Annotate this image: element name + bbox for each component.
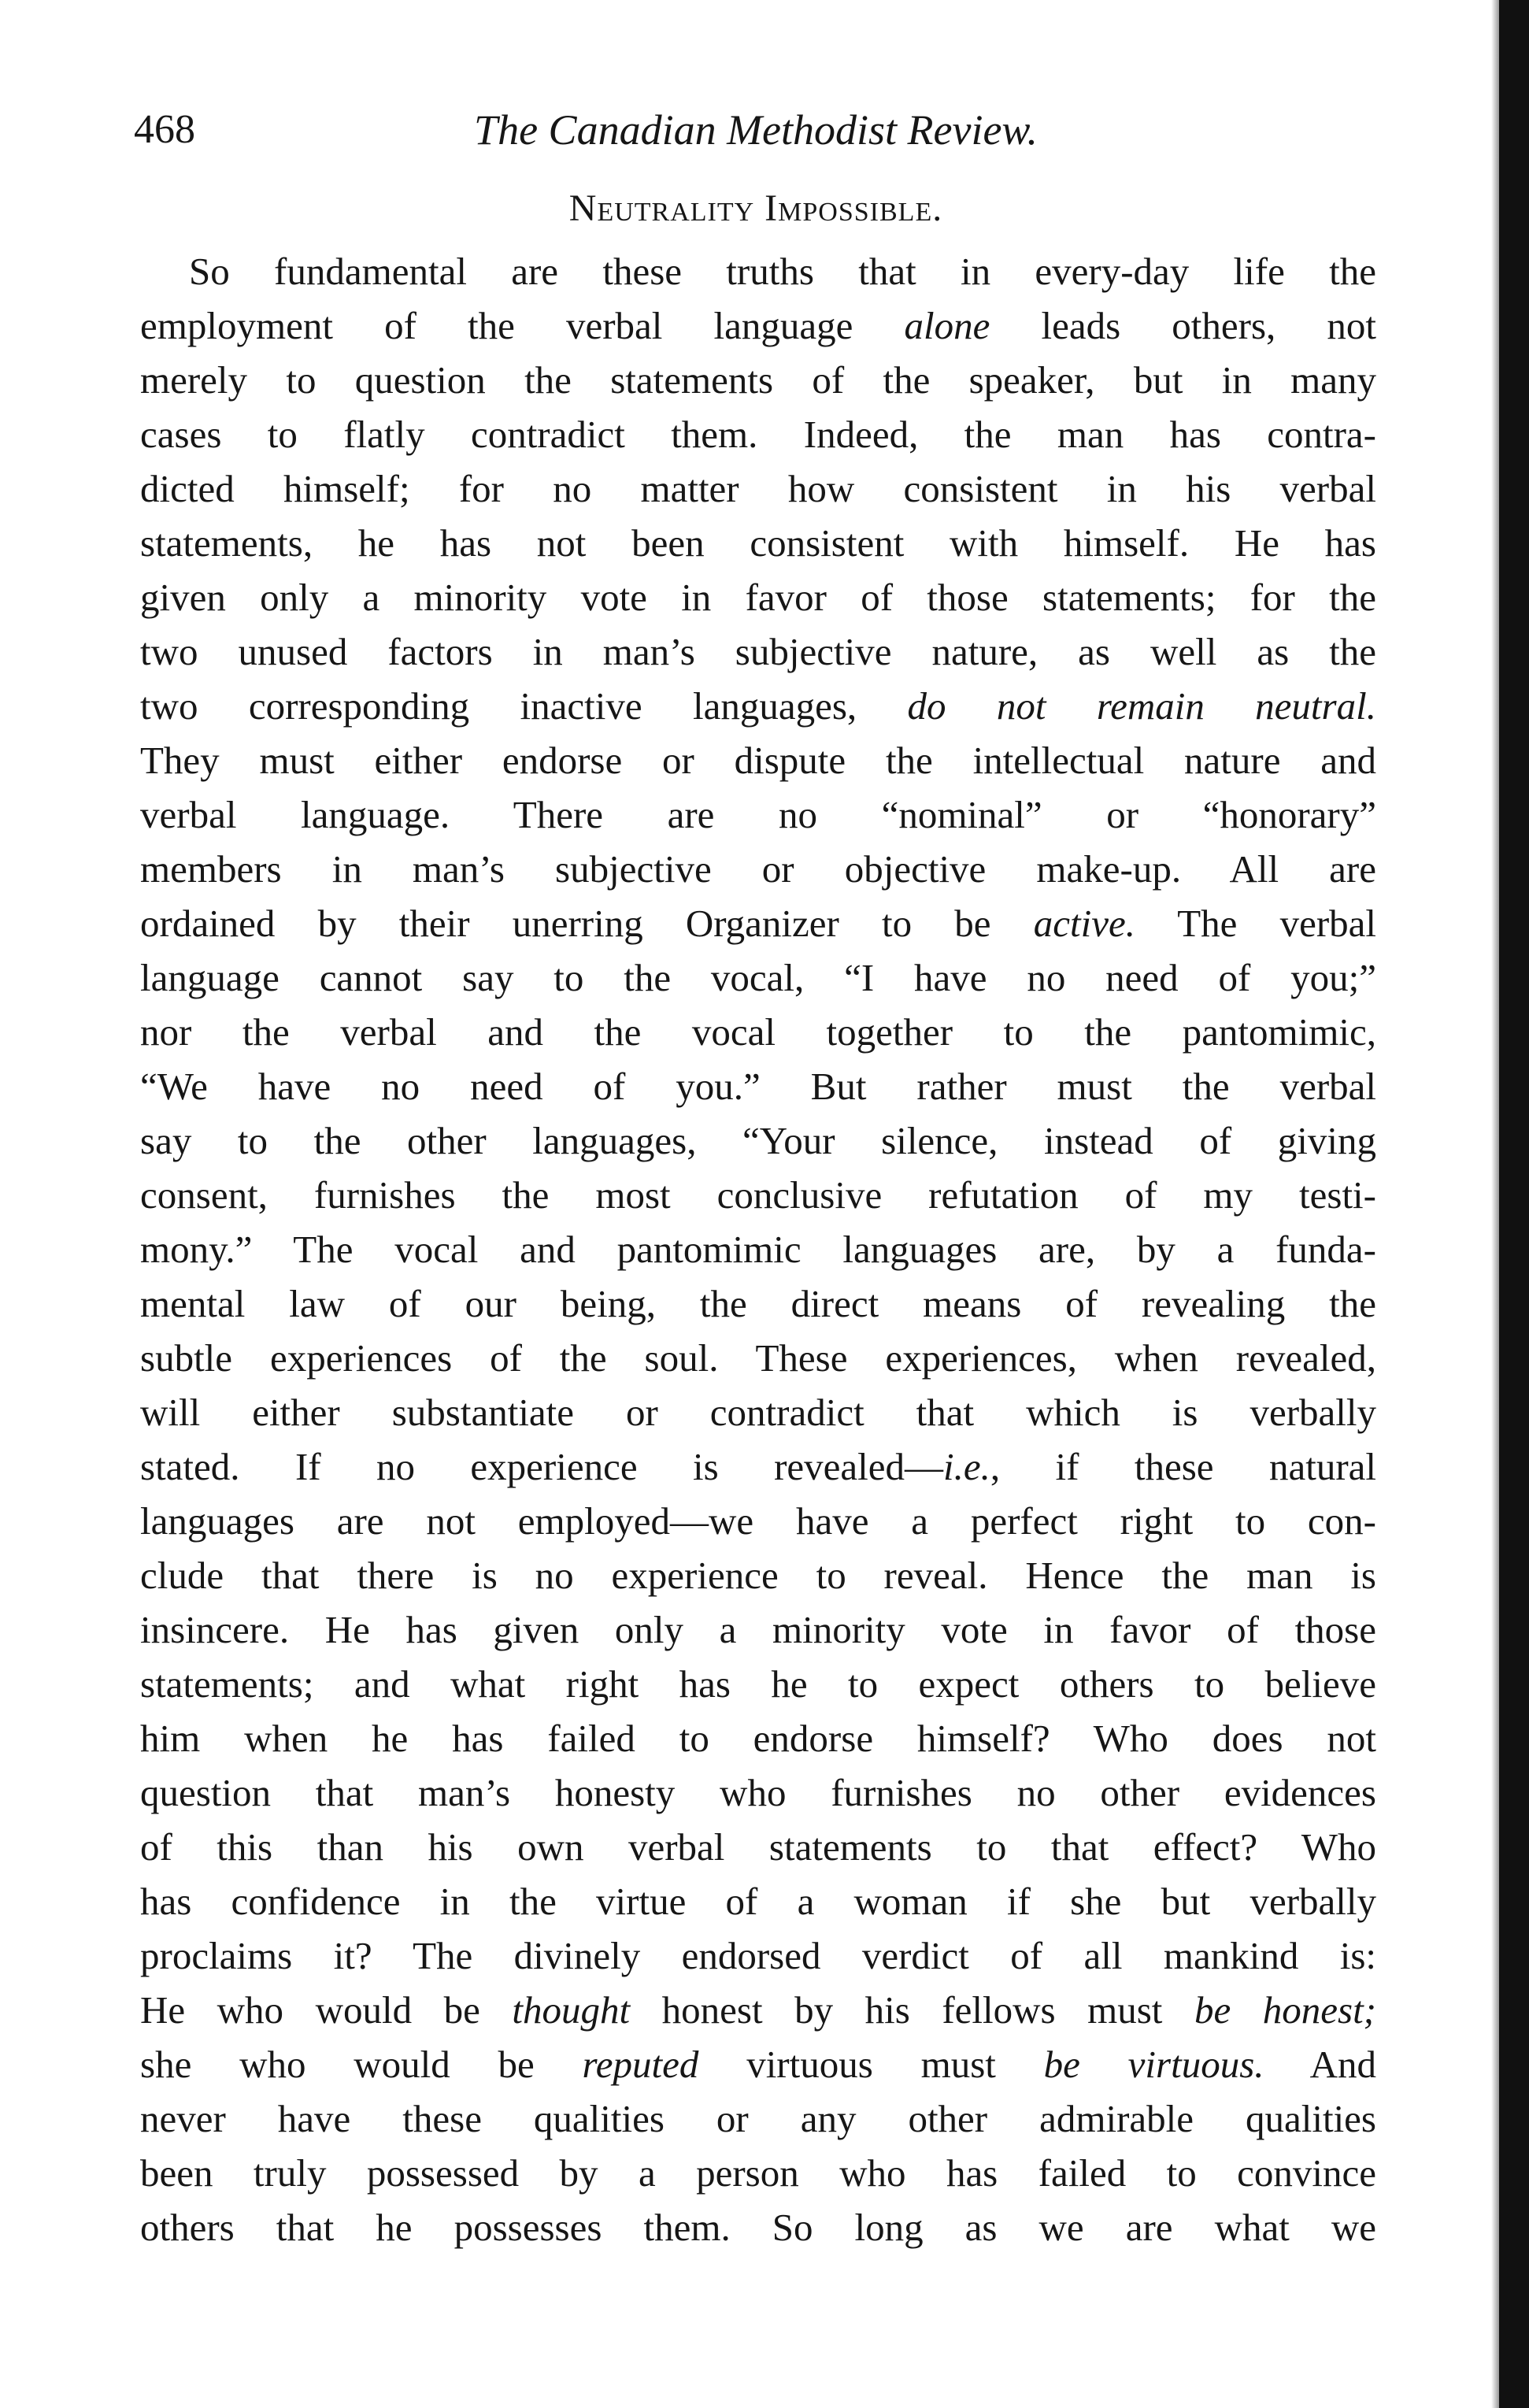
text-line (140, 461, 1376, 516)
page-edge-shadow (1491, 0, 1499, 2408)
text-segment: “We have no need of you.” But rather must the verbal (140, 1065, 1376, 1108)
text-segment: employment of the verbal language (140, 304, 905, 347)
text-line (140, 298, 1376, 353)
text-segment: statements; and what right has he to expect others to believe (140, 1662, 1376, 1706)
text-segment: cases to flatly contradict them. Indeed, the man has contra- (140, 413, 1376, 456)
text-segment: clude that there is no experience to reveal. Hence the man is (140, 1554, 1376, 1597)
italic-segment: be virtuous. (1043, 2043, 1264, 2086)
text-line (140, 1439, 1376, 1494)
text-line (140, 1820, 1376, 1874)
text-segment: honest by his fellows must (630, 1988, 1194, 2032)
italic-segment: i.e. (943, 1445, 990, 1488)
text-segment: question that man’s honesty who furnishes no other evidences (140, 1771, 1376, 1814)
text-line (140, 2091, 1376, 2146)
italic-segment: thought (512, 1988, 631, 2032)
text-line (140, 787, 1376, 842)
text-segment: been truly possessed by a person who has failed to convince (140, 2151, 1376, 2195)
text-line (140, 1874, 1376, 1928)
text-line (140, 2037, 1376, 2091)
text-segment: will either substantiate or contradict that which is verbally (140, 1391, 1376, 1434)
text-line (140, 1331, 1376, 1385)
italic-segment: active. (1033, 902, 1135, 945)
italic-segment: alone (904, 304, 990, 347)
text-segment: He who would be (140, 1988, 513, 2032)
text-line (140, 842, 1376, 896)
page-header (134, 94, 1378, 165)
text-line (140, 2146, 1376, 2200)
text-line (140, 244, 1376, 298)
text-line (140, 679, 1376, 733)
text-segment: language cannot say to the vocal, “I have no need of you;” (140, 956, 1376, 999)
text-segment: languages are not employed—we have a perfect right to con- (140, 1499, 1376, 1543)
text-segment: given only a minority vote in favor of those statements; for the (140, 576, 1376, 619)
text-segment: say to the other languages, “Your silence, instead of giving (140, 1119, 1376, 1162)
text-segment: consent, furnishes the most conclusive refutation of my testi- (140, 1173, 1376, 1217)
text-line (140, 1548, 1376, 1602)
text-segment: merely to question the statements of the speaker, but in many (140, 358, 1376, 402)
text-line (140, 624, 1376, 679)
text-segment: nor the verbal and the vocal together to the pantomimic, (140, 1010, 1376, 1054)
text-segment: And (1264, 2043, 1377, 2086)
text-line (140, 1276, 1376, 1331)
text-segment: has confidence in the virtue of a woman if she but verbally (140, 1880, 1376, 1923)
text-segment: So fundamental are these truths that in every-day life the (189, 250, 1376, 293)
text-segment: never have these qualities or any other admirable qualities (140, 2097, 1376, 2140)
text-line (140, 1113, 1376, 1168)
text-segment: dicted himself; for no matter how consistent in his verbal (140, 467, 1376, 510)
text-segment: verbal language. There are no “nominal” or “honorary” (140, 793, 1376, 836)
section-heading: Neutrality Impossible. (568, 187, 943, 229)
text-line (140, 2200, 1376, 2254)
italic-segment: reputed (582, 2043, 699, 2086)
text-segment: The verbal (1135, 902, 1376, 945)
text-segment: , if these natural (990, 1445, 1376, 1488)
text-segment: subtle experiences of the soul. These experiences, when revealed, (140, 1336, 1376, 1380)
text-line (140, 1059, 1376, 1113)
body-text (140, 244, 1376, 2254)
text-segment: proclaims it? The divinely endorsed verdict of all mankind is: (140, 1934, 1376, 1977)
text-segment: of this than his own verbal statements to that effect? Who (140, 1825, 1376, 1869)
text-line (140, 570, 1376, 624)
running-title: The Canadian Methodist Review. (474, 106, 1038, 154)
text-segment: mony.” The vocal and pantomimic languages are, by a funda- (140, 1228, 1376, 1271)
text-segment: They must either endorse or dispute the intellectual nature and (140, 739, 1376, 782)
text-segment: mental law of our being, the direct means of revealing the (140, 1282, 1376, 1325)
text-line (140, 1657, 1376, 1711)
text-segment: ordained by their unerring Organizer to be (140, 902, 1034, 945)
text-line (140, 733, 1376, 787)
text-segment: statements, he has not been consistent with himself. He has (140, 521, 1376, 565)
text-line (140, 896, 1376, 950)
text-segment: two unused factors in man’s subjective nature, as well as the (140, 630, 1376, 673)
text-line (140, 1765, 1376, 1820)
italic-segment: be honest; (1194, 1988, 1376, 2032)
text-line (140, 516, 1376, 570)
italic-segment: do not remain neutral. (907, 684, 1376, 728)
text-segment: others that he possesses them. So long as we are what we (140, 2206, 1376, 2249)
text-segment: virtuous must (698, 2043, 1044, 2086)
page-edge (1499, 0, 1529, 2408)
text-segment: two corresponding inactive languages, (140, 684, 908, 728)
text-segment: members in man’s subjective or objective make-up. All are (140, 847, 1376, 891)
text-line (140, 1602, 1376, 1657)
text-segment: insincere. He has given only a minority vote in favor of those (140, 1608, 1376, 1651)
text-segment: him when he has failed to endorse himself? Who does not (140, 1717, 1376, 1760)
text-line (140, 1983, 1376, 2037)
text-line (140, 1494, 1376, 1548)
text-line (140, 1385, 1376, 1439)
text-line (140, 353, 1376, 407)
text-line (140, 407, 1376, 461)
text-line (140, 1005, 1376, 1059)
text-segment: leads others, not (990, 304, 1377, 347)
text-segment: she who would be (140, 2043, 583, 2086)
text-line (140, 950, 1376, 1005)
page-number: 468 (134, 107, 195, 152)
text-line (140, 1711, 1376, 1765)
text-line (140, 1928, 1376, 1983)
text-segment: stated. If no experience is revealed— (140, 1445, 943, 1488)
text-line (140, 1168, 1376, 1222)
text-line (140, 1222, 1376, 1276)
